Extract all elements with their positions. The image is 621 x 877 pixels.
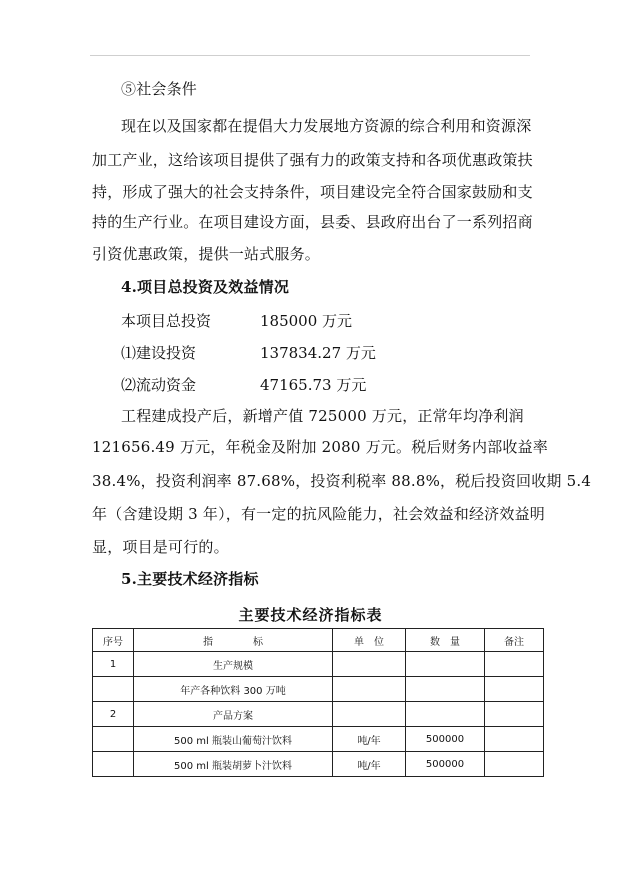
investment-total-value: 185000 万元 xyxy=(260,312,353,330)
cell-unit xyxy=(333,652,406,677)
table-row xyxy=(93,652,544,677)
indicators-table xyxy=(92,628,544,777)
cell-unit xyxy=(333,702,406,727)
paragraph-line: 引资优惠政策，提供一站式服务。 xyxy=(92,245,321,263)
cell-indicator: 生产规模 xyxy=(134,652,333,677)
cell-unit xyxy=(333,677,406,702)
header-note: 备注 xyxy=(485,629,544,652)
cell-note xyxy=(485,677,544,702)
table-row xyxy=(93,727,544,752)
table-row xyxy=(93,677,544,702)
cell-note xyxy=(485,727,544,752)
cell-note xyxy=(485,652,544,677)
paragraph-line: 38.4%，投资利润率 87.68%，投资利税率 88.8%，税后投资回收期 5.4 xyxy=(92,472,592,490)
investment-heading: 4.项目总投资及效益情况 xyxy=(121,278,290,296)
cell-no xyxy=(93,752,134,777)
header-rule xyxy=(90,55,530,56)
header-quantity: 数 量 xyxy=(406,629,485,652)
header-unit: 单 位 xyxy=(333,629,406,652)
cell-note xyxy=(485,702,544,727)
working-capital-value: 47165.73 万元 xyxy=(260,376,367,394)
cell-quantity: 500000 xyxy=(406,727,485,752)
paragraph-line: 持的生产行业。在项目建设方面，县委、县政府出台了一系列招商 xyxy=(92,213,533,231)
cell-indicator: 年产各种饮料 300 万吨 xyxy=(134,677,333,702)
cell-no: 2 xyxy=(93,702,134,727)
cell-indicator: 产品方案 xyxy=(134,702,333,727)
paragraph-line: 加工产业，这给该项目提供了强有力的政策支持和各项优惠政策扶 xyxy=(92,151,533,169)
paragraph-line: 121656.49 万元，年税金及附加 2080 万元。税后财务内部收益率 xyxy=(92,438,548,456)
cell-quantity xyxy=(406,702,485,727)
cell-quantity: 500000 xyxy=(406,752,485,777)
cell-no xyxy=(93,677,134,702)
cell-quantity xyxy=(406,677,485,702)
cell-quantity xyxy=(406,652,485,677)
cell-no: 1 xyxy=(93,652,134,677)
cell-unit: 吨/年 xyxy=(333,727,406,752)
indicators-heading: 5.主要技术经济指标 xyxy=(121,570,259,588)
table-row xyxy=(93,702,544,727)
construction-investment-value: 137834.27 万元 xyxy=(260,344,376,362)
paragraph-line: 年（含建设期 3 年），有一定的抗风险能力，社会效益和经济效益明 xyxy=(92,505,545,523)
header-indicator: 指 标 xyxy=(134,629,333,652)
table-title: 主要技术经济指标表 xyxy=(238,606,383,624)
paragraph-line: 显，项目是可行的。 xyxy=(92,538,229,556)
working-capital-label: ⑵流动资金 xyxy=(121,376,197,394)
cell-indicator: 500 ml 瓶装山葡萄汁饮料 xyxy=(134,727,333,752)
cell-indicator: 500 ml 瓶装胡萝卜汁饮料 xyxy=(134,752,333,777)
paragraph-line: 现在以及国家都在提倡大力发展地方资源的综合利用和资源深 xyxy=(121,117,532,135)
paragraph-line: 工程建成投产后，新增产值 725000 万元，正常年均净利润 xyxy=(121,407,524,425)
social-conditions-title: ⑤社会条件 xyxy=(121,80,198,98)
paragraph-line: 持，形成了强大的社会支持条件，项目建设完全符合国家鼓励和支 xyxy=(92,183,533,201)
table-row xyxy=(93,752,544,777)
investment-total-label: 本项目总投资 xyxy=(121,312,212,330)
table-header-row xyxy=(93,629,544,652)
cell-note xyxy=(485,752,544,777)
construction-investment-label: ⑴建设投资 xyxy=(121,344,197,362)
header-no: 序号 xyxy=(93,629,134,652)
cell-unit: 吨/年 xyxy=(333,752,406,777)
cell-no xyxy=(93,727,134,752)
